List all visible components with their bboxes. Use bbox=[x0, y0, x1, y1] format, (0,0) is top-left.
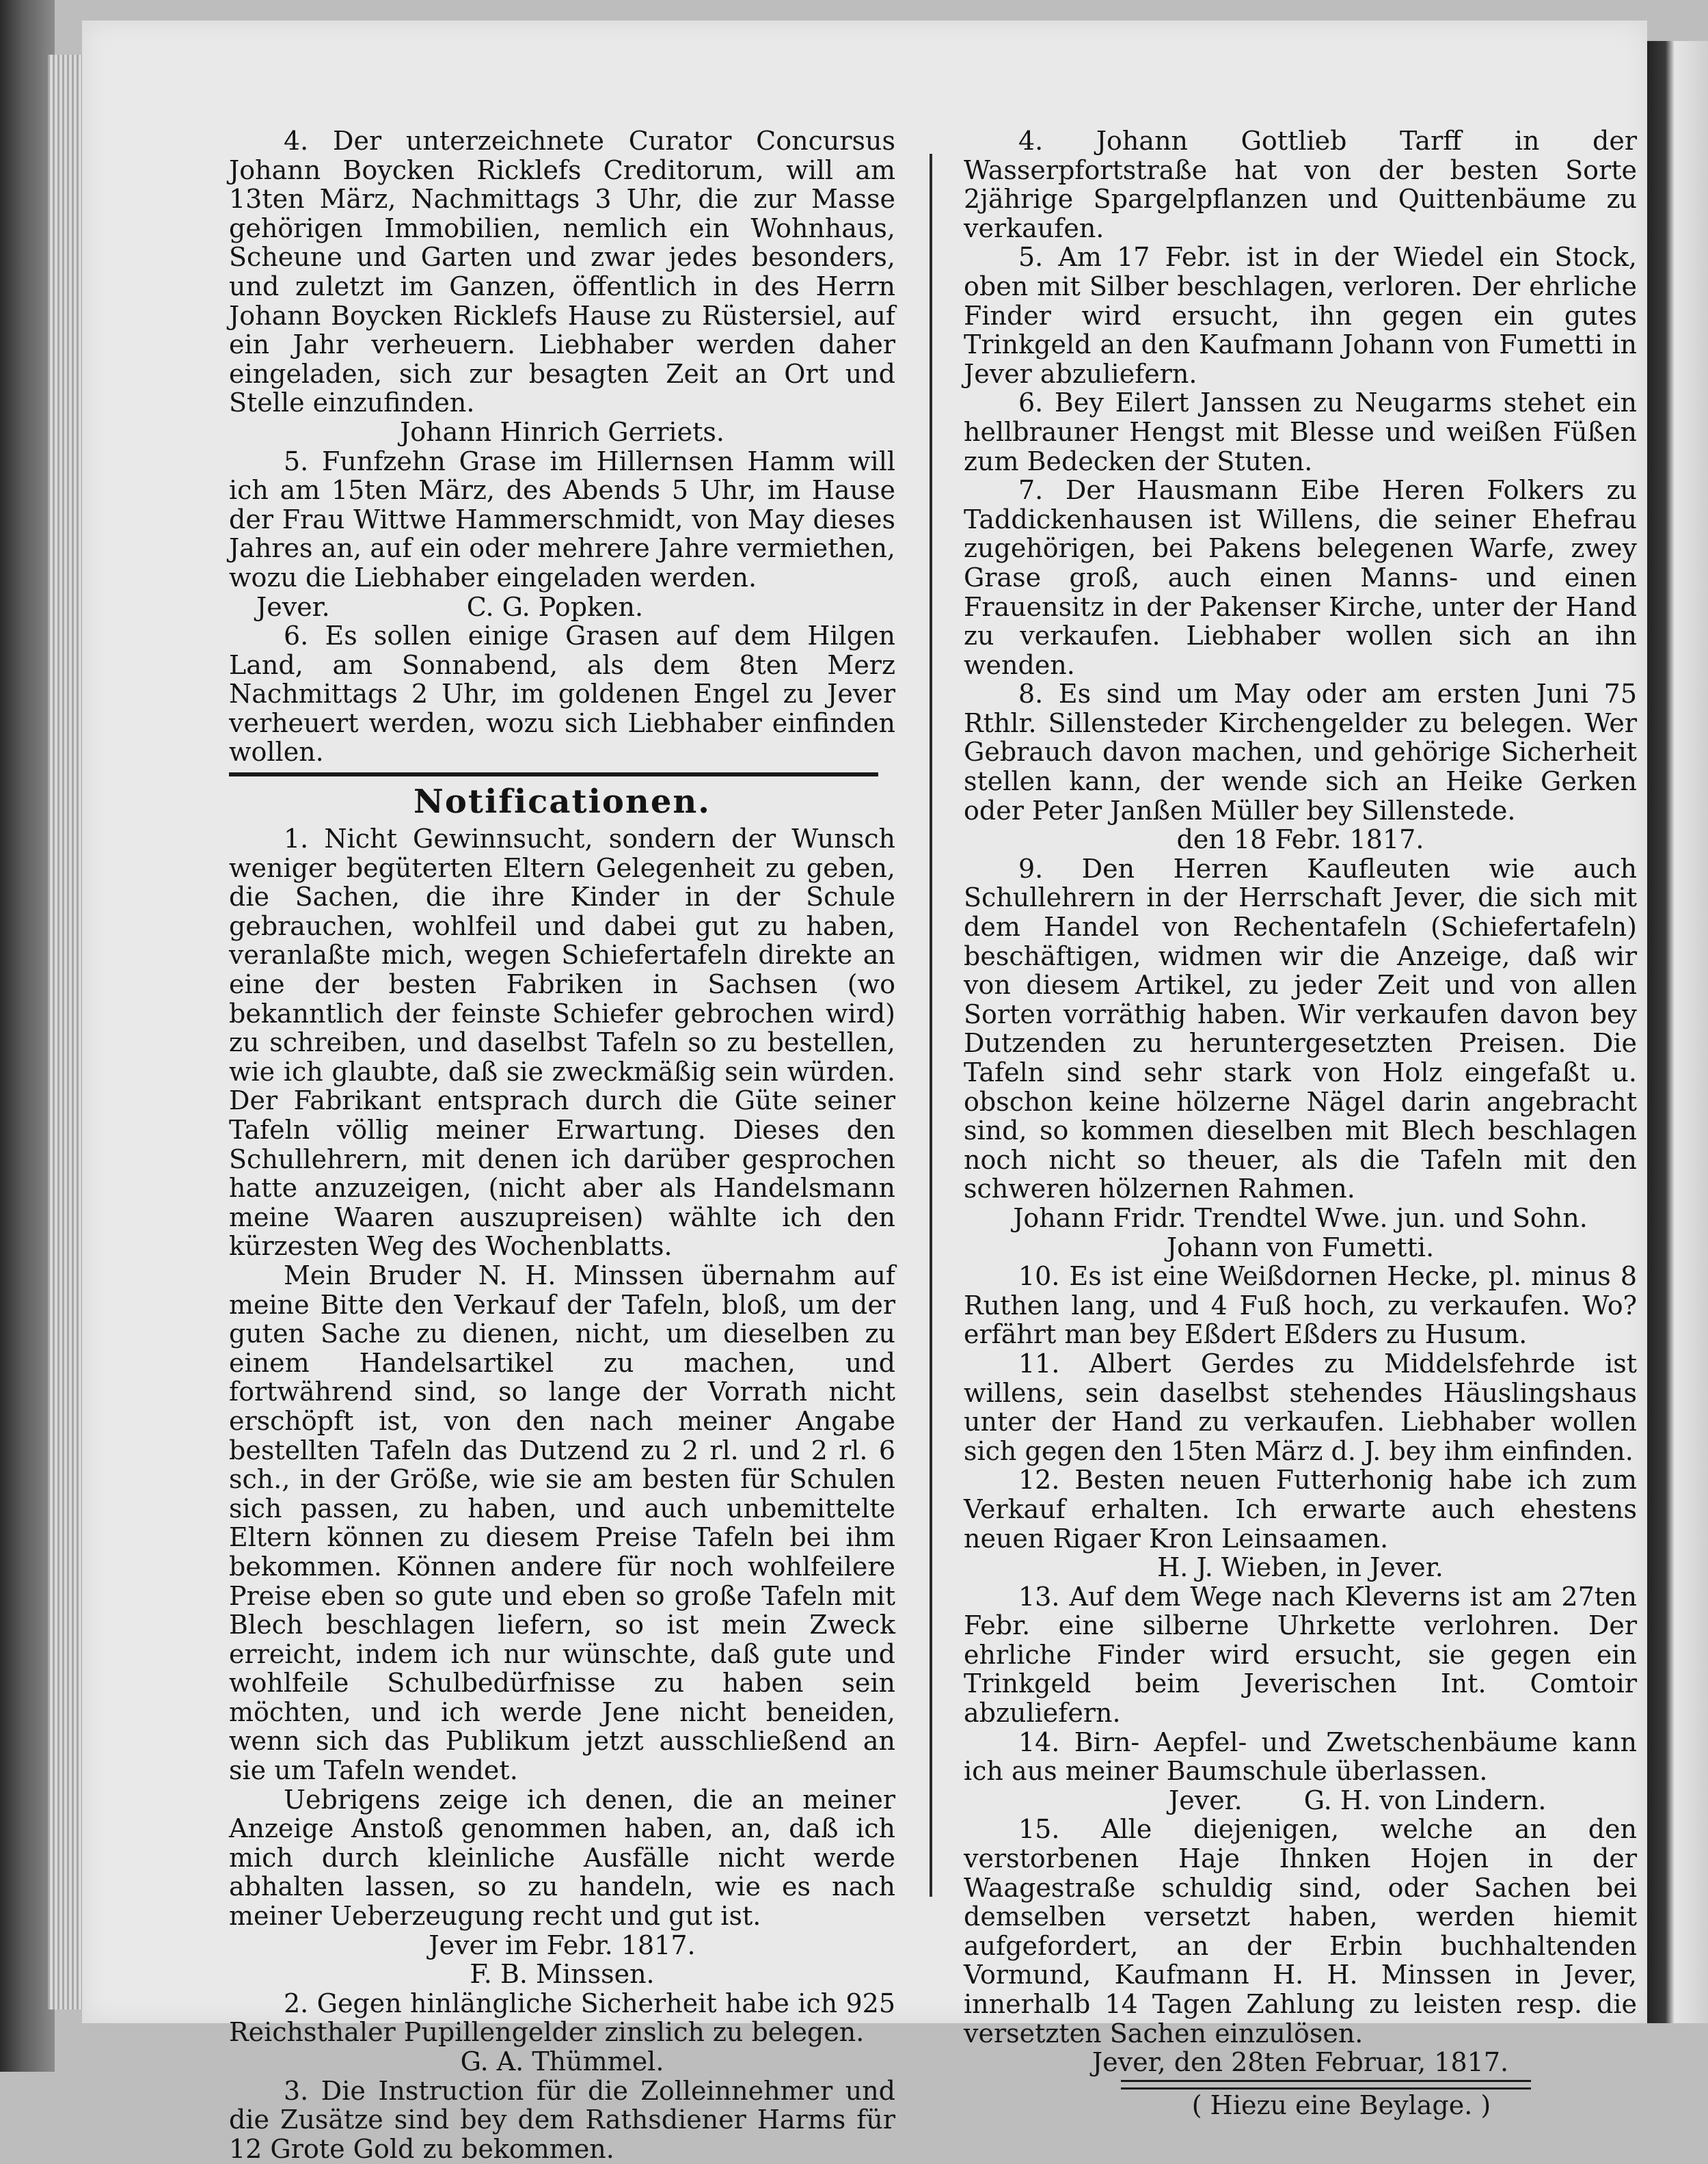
place: Jever. bbox=[1169, 1785, 1243, 1815]
signature: C. G. Popken. bbox=[466, 591, 644, 622]
notification-10: 10. Es ist eine Weißdornen Hecke, pl. minus 8 Ruthen lang, und 4 Fuß hoch, zu verkaufen. Wo? erfährt man bey Eßdert Eßders zu Husum. bbox=[964, 1261, 1637, 1350]
section-rule bbox=[229, 772, 878, 776]
column-divider bbox=[930, 154, 932, 1897]
notification-9: 9. Den Herren Kaufleuten wie auch Schullehrern in der Herrschaft Jever, die sich mit dem Handel von Rechentafeln (Schiefertafeln) beschäftigen, widmen wir die Anzeige, daß wir von diesem Artikel, zu jeder Zeit und von allen Sorten vorräthig haben. Wir verkaufen davon bey Dutzenden zu heruntergesetzten Preisen. Die Tafeln sind sehr stark von Holz eingefaßt u. obschon keine hölzerne Nägel darin angebracht sind, so kommen dieselben mit Blech beschlagen noch nicht so theuer, als die Tafeln mit den schweren hölzernen Rahmen. bbox=[964, 853, 1637, 1204]
notification-13: 13. Auf dem Wege nach Kleverns ist am 27ten Febr. eine silberne Uhrkette verlohren. Der ehrliche Finder wird ersucht, sie gegen ein Trinkgeld beim Jeverischen Int. Comtoir abzuliefern. bbox=[964, 1581, 1637, 1729]
notification-1-para-1: 1. Nicht Gewinnsucht, sondern der Wunsch weniger begüterten Eltern Gelegenheit zu geben, die Sachen, die ihre Kinder in der Schule gebrauchen, wohlfeil und dabei gut zu haben, veranlaßte mich, wegen Schiefertafeln direkte an eine der besten Fabriken in Sachsen (wo bekanntlich der feinste Schiefer gebrochen wird) zu schreiben, und daselbst Tafeln so zu bestellen, wie ich glaubte, daß sie zweckmäßig sein würden. Der Fabrikant entsprach durch die Güte seiner Tafeln völlig meiner Erwartung. Dieses den Schullehrern, mit denen ich darüber gesprochen hatte anzuzeigen, (nicht aber als Handelsmann meine Waaren auszupreisen) wählte ich den kürzesten Weg des Wochenblatts. bbox=[229, 824, 895, 1262]
notification-1-para-2: Mein Bruder N. H. Minssen übernahm auf meine Bitte den Verkauf der Tafeln, bloß, um der guten Sache zu dienen, nicht, um dieselben zu einem Handelsartikel zu machen, und fortwährend sind, so lange der Vorrath nicht erschöpft ist, von den nach meiner Angabe bestellten Tafeln das Dutzend zu 2 rl. und 2 rl. 6 sch., in der Größe, wie sie am besten für Schulen sich passen, zu haben, und auch unbemittelte Eltern können zu diesem Preise Tafeln bei ihm bekommen. Können andere für noch wohlfeilere Preise eben so gute und eben so große Tafeln mit Blech beschlagen liefern, so ist mein Zweck erreicht, indem ich nur wünschte, daß gute und wohlfeile Schulbedürfnisse zu haben sein möchten, und ich werde Jene nicht beneiden, wenn sich das Publikum jetzt ausschließend an sie um Tafeln wendet. bbox=[229, 1260, 895, 1786]
facing-page-edge bbox=[1647, 41, 1708, 2023]
book-spine bbox=[0, 0, 55, 2072]
notification-5: 5. Am 17 Febr. ist in der Wiedel ein Stock, oben mit Silber beschlagen, verloren. Der ehrliche Finder wird ersucht, ihn gegen ein gutes Trinkgeld an den Kaufmann Johann von Fumetti in Jever abzuliefern. bbox=[964, 242, 1637, 389]
notification-7: 7. Der Hausmann Eibe Heren Folkers zu Taddickenhausen ist Willens, die seiner Ehefrau zugehörigen, bei Pakens belegenen Warfe, zwey Grase groß, auch einen Manns- und einen Frauensitz in der Pakenser Kirche, unter der Hand zu verkaufen. Liebhaber wollen sich an ihn wenden. bbox=[964, 475, 1637, 680]
notification-15: 15. Alle diejenigen, welche an den verstorbenen Haje Ihnken Hojen in der Waagestraße schuldig sind, oder Sachen bei demselben versetzt haben, werden hiemit aufgefordert, an der Erbin buchhaltenden Vormund, Kaufmann H. H. Minssen in Jever, innerhalb 14 Tagen Zahlung zu leisten resp. die versetzten Sachen einzulösen. bbox=[964, 1814, 1637, 2048]
notification-14: 14. Birn- Aepfel- und Zwetschenbäume kann ich aus meiner Baumschule überlassen. bbox=[964, 1727, 1637, 1787]
dateline: den 18 Febr. 1817. bbox=[1176, 824, 1424, 855]
notification-1-para-3: Uebrigens zeige ich denen, die an meiner Anzeige Anstoß genommen haben, an, daß ich mich durch kleinliche Ausfälle nicht werde abhalten lassen, so zu handeln, wie es nach meiner Ueberzeugung recht und gut ist. bbox=[229, 1784, 895, 1932]
notification-2: 2. Gegen hinlängliche Sicherheit habe ich 925 Reichsthaler Pupillengelder zinslich zu belegen. bbox=[229, 1988, 895, 2048]
announcement-4: 4. Der unterzeichnete Curator Concursus Johann Boycken Ricklefs Creditorum, will am 13ten März, Nachmittags 3 Uhr, die zur Masse gehörigen Immobilien, nemlich ein Wohnhaus, Scheune und Garten und zwar jedes besonders, und zuletzt im Ganzen, öffentlich in des Herrn Johann Boycken Ricklefs Hause zu Rüstersiel, auf ein Jahr verheuern. Liebhaber werden daher eingeladen, sich zur besagten Zeit an Ort und Stelle einzufinden. bbox=[229, 126, 895, 418]
signature: Johann Fridr. Trendtel Wwe. jun. und Sohn. bbox=[1013, 1202, 1588, 1233]
announcement-6: 6. Es sollen einige Grasen auf dem Hilgen Land, am Sonnabend, als dem 8ten Merz Nachmittags 2 Uhr, im goldenen Engel zu Jever verheuert werden, wozu sich Liebhaber einfinden wollen. bbox=[229, 621, 895, 768]
place-and-signature bbox=[229, 593, 895, 622]
place-and-signature bbox=[964, 1786, 1637, 1815]
notification-8: 8. Es sind um May oder am ersten Juni 75 Rthlr. Sillensteder Kirchengelder zu belegen. Wer Gebrauch davon machen, und gehörige Sicherheit stellen kann, der wende sich an Heike Gerken oder Peter Janßen Müller bey Sillenstede. bbox=[964, 679, 1637, 826]
signature: G. A. Thümmel. bbox=[460, 2046, 664, 2077]
notification-11: 11. Albert Gerdes zu Middelsfehrde ist willens, sein daselbst stehendes Häuslingshaus unter der Hand zu verkaufen. Liebhaber wollen sich gegen den 15ten März d. J. bey ihm einfinden. bbox=[964, 1348, 1637, 1466]
signature: H. J. Wieben, in Jever. bbox=[1157, 1552, 1443, 1583]
notification-6: 6. Bey Eilert Janssen zu Neugarms stehet ein hellbrauner Hengst mit Blesse und weißen Füßen zum Bedecken der Stuten. bbox=[964, 388, 1637, 476]
left-column bbox=[229, 126, 895, 2163]
notification-3: 3. Die Instruction für die Zolleinnehmer und die Zusätze sind bey dem Rathsdiener Harms für 12 Grote Gold zu bekommen. bbox=[229, 2075, 895, 2164]
supplement-note: ( Hiezu eine Beylage. ) bbox=[1191, 2089, 1491, 2120]
signature: Johann Hinrich Gerriets. bbox=[400, 416, 724, 447]
right-column bbox=[964, 126, 1637, 2120]
section-heading: Notificationen. bbox=[414, 783, 711, 822]
notification-4: 4. Johann Gottlieb Tarff in der Wasserpfortstraße hat von der besten Sorte 2jährige Spargelpflanzen und Quittenbäume zu verkaufen. bbox=[964, 126, 1637, 243]
signature: G. H. von Lindern. bbox=[1303, 1785, 1547, 1815]
closing-rule bbox=[1121, 2080, 1531, 2089]
announcement-5: 5. Funfzehn Grase im Hillernsen Hamm will ich am 15ten März, des Abends 5 Uhr, im Hause der Frau Wittwe Hammerschmidt, von May dieses Jahres an, auf ein oder mehrere Jahre vermiethen, wozu die Liebhaber eingeladen werden. bbox=[229, 446, 895, 593]
signature: F. B. Minssen. bbox=[470, 1959, 655, 1990]
place: Jever. bbox=[256, 591, 330, 622]
signature: Johann von Fumetti. bbox=[1166, 1232, 1435, 1262]
notification-12: 12. Besten neuen Futterhonig habe ich zum Verkauf erhalten. Ich erwarte auch ehestens neuen Rigaer Kron Leinsaamen. bbox=[964, 1465, 1637, 1554]
dateline: Jever, den 28ten Februar, 1817. bbox=[1092, 2047, 1509, 2078]
dateline: Jever im Febr. 1817. bbox=[429, 1930, 696, 1960]
